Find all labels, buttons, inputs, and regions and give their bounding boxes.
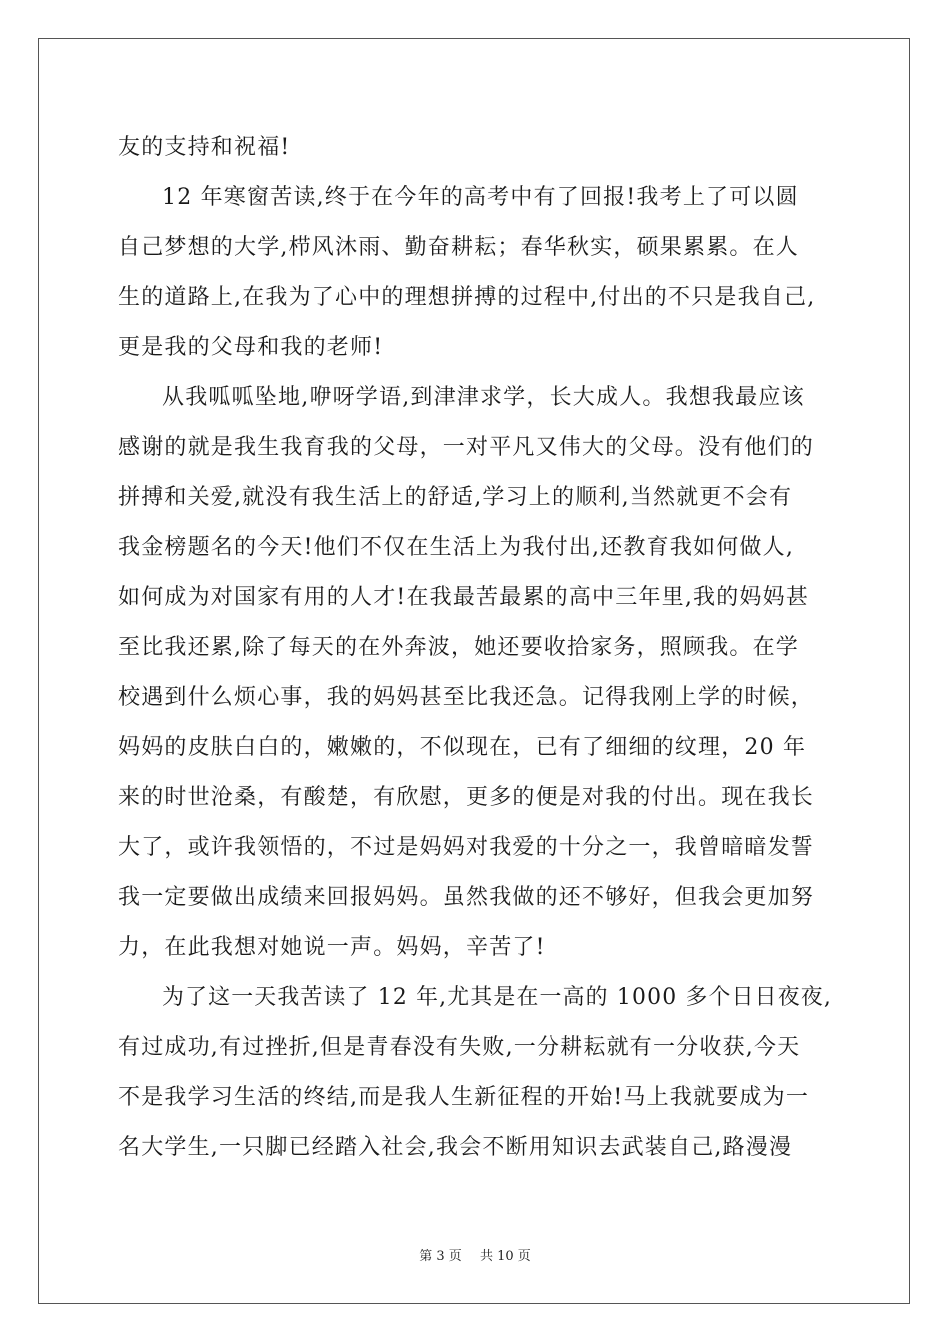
page-total: 共 10 页 [479, 1249, 531, 1264]
page-footer [0, 1248, 950, 1266]
page-number: 第 3 页 [419, 1249, 462, 1264]
text-line: 力，在此我想对她说一声。妈妈，辛苦了! [118, 935, 546, 960]
text-line: 不是我学习生活的终结,而是我人生新征程的开始!马上我就要成为一 [118, 1085, 810, 1110]
text-line: 名大学生,一只脚已经踏入社会,我会不断用知识去武装自己,路漫漫 [118, 1135, 793, 1160]
text-line: 友的支持和祝福! [118, 135, 291, 160]
page-border [38, 38, 910, 1304]
text-line: 至比我还累,除了每天的在外奔波，她还要收拾家务，照顾我。在学 [118, 635, 799, 660]
paragraph-first-line: 12 年寒窗苦读,终于在今年的高考中有了回报!我考上了可以圆 [162, 185, 799, 210]
text-line: 来的时世沧桑，有酸楚，有欣慰，更多的便是对我的付出。现在我长 [118, 785, 815, 810]
text-line: 拼搏和关爱,就没有我生活上的舒适,学习上的顺利,当然就更不会有 [118, 485, 793, 510]
paragraph-first-line: 为了这一天我苦读了 12 年,尤其是在一高的 1000 多个日日夜夜, [162, 985, 832, 1010]
text-line: 校遇到什么烦心事，我的妈妈甚至比我还急。记得我刚上学的时候， [118, 685, 815, 710]
text-line: 我一定要做出成绩来回报妈妈。虽然我做的还不够好，但我会更加努 [118, 885, 815, 910]
text-line: 感谢的就是我生我育我的父母，一对平凡又伟大的父母。没有他们的 [118, 435, 815, 460]
text-line: 自己梦想的大学,栉风沐雨、勤奋耕耘；春华秋实，硕果累累。在人 [118, 235, 799, 260]
text-line: 妈妈的皮肤白白的，嫩嫩的，不似现在，已有了细细的纹理，20 年 [118, 735, 807, 760]
text-line: 大了，或许我领悟的，不过是妈妈对我爱的十分之一，我曾暗暗发誓 [118, 835, 815, 860]
text-line: 生的道路上,在我为了心中的理想拼搏的过程中,付出的不只是我自己, [118, 285, 816, 310]
paragraph-first-line: 从我呱呱坠地,咿呀学语,到津津求学，长大成人。我想我最应该 [162, 385, 805, 410]
text-line: 更是我的父母和我的老师! [118, 335, 384, 360]
text-line: 有过成功,有过挫折,但是青春没有失败,一分耕耘就有一分收获,今天 [118, 1035, 801, 1060]
text-line: 我金榜题名的今天!他们不仅在生活上为我付出,还教育我如何做人, [118, 535, 795, 560]
text-line: 如何成为对国家有用的人才!在我最苦最累的高中三年里,我的妈妈甚 [118, 585, 810, 610]
